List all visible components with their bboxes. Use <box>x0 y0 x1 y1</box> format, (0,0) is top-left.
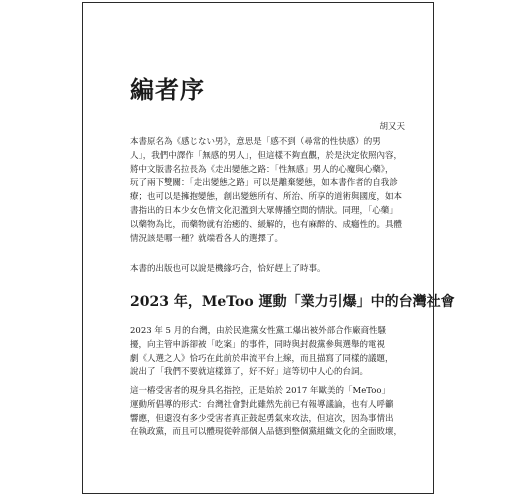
page-title: 編者序 <box>130 75 205 104</box>
paragraph-1 <box>130 136 403 246</box>
paragraph-line: 說出了「我們不要就這樣算了，好不好」這等切中人心的台詞。 <box>130 367 369 378</box>
paragraph-line: 運動所倡導的形式：台灣社會對此雖然先前已有報導議論，也有人呼籲 <box>130 399 394 410</box>
paragraph-line: 擾，向主管申訴卻被「吃案」的事件，同時與封殺黨參與選舉的電視 <box>130 339 386 350</box>
paragraph-4 <box>130 385 403 440</box>
book-page <box>82 2 455 494</box>
paragraph-line: 2023 年 5 月的台灣，由於民進黨女性黨工爆出被外部合作廠商性騷 <box>130 326 387 336</box>
paragraph-line: 將中文版書名拉長為《走出變態之路：「性無感」男人的心魔與心藥》， <box>130 164 394 175</box>
paragraph-3 <box>130 325 392 380</box>
paragraph-line: 這一樁受害者的現身具名指控，正是始於 2017 年歐美的「MeToo」 <box>130 386 391 396</box>
paragraph-line: 以藥物為比，而藥物就有治癒的、緩解的，也有麻醉的、成癮性的。具體 <box>130 219 403 230</box>
section-heading: 2023 年，MeToo 運動「業力引爆」中的台灣社會 <box>130 294 455 310</box>
paragraph-line: 玩了兩下雙關：「走出變態之路」可以是離棄變態，如本書作者的自我診 <box>130 178 398 189</box>
paragraph-line: 書指出的日本少女色情文化氾濫到大眾傳播空間的情狀。同理，「心藥」 <box>130 205 398 216</box>
paragraph-line: 人」，我們中譯作「無感的男人」，但這樣不夠直觀，於是決定依照內容， <box>130 150 403 161</box>
paragraph-line: 療；也可以是擁抱變態，創出變態所有、所治、所享的道術與國度，如本 <box>130 192 403 203</box>
paragraph-line: 本書的出版也可以說是機緣巧合，恰好趕上了時事。 <box>130 264 326 274</box>
paragraph-2 <box>130 263 392 277</box>
paragraph-line: 在執政黨，而且可以體現從幹部個人品德到整個黨組織文化的全面敗壞， <box>130 427 403 438</box>
author-name: 胡又天 <box>379 122 405 132</box>
paragraph-line: 響應，但還沒有多少受害者真正鼓起勇氣來攻法，但這次，因為事情出 <box>130 413 394 424</box>
paragraph-line: 本書原名為《感じない男》，意思是「感不到（尋常的性快感）的男 <box>130 137 381 147</box>
paragraph-line: 劇《人選之人》恰巧在此前於串流平台上線，而且描寫了同樣的議題， <box>130 353 394 364</box>
paragraph-line: 情況該是哪一種？就端看各人的選擇了。 <box>130 233 284 244</box>
